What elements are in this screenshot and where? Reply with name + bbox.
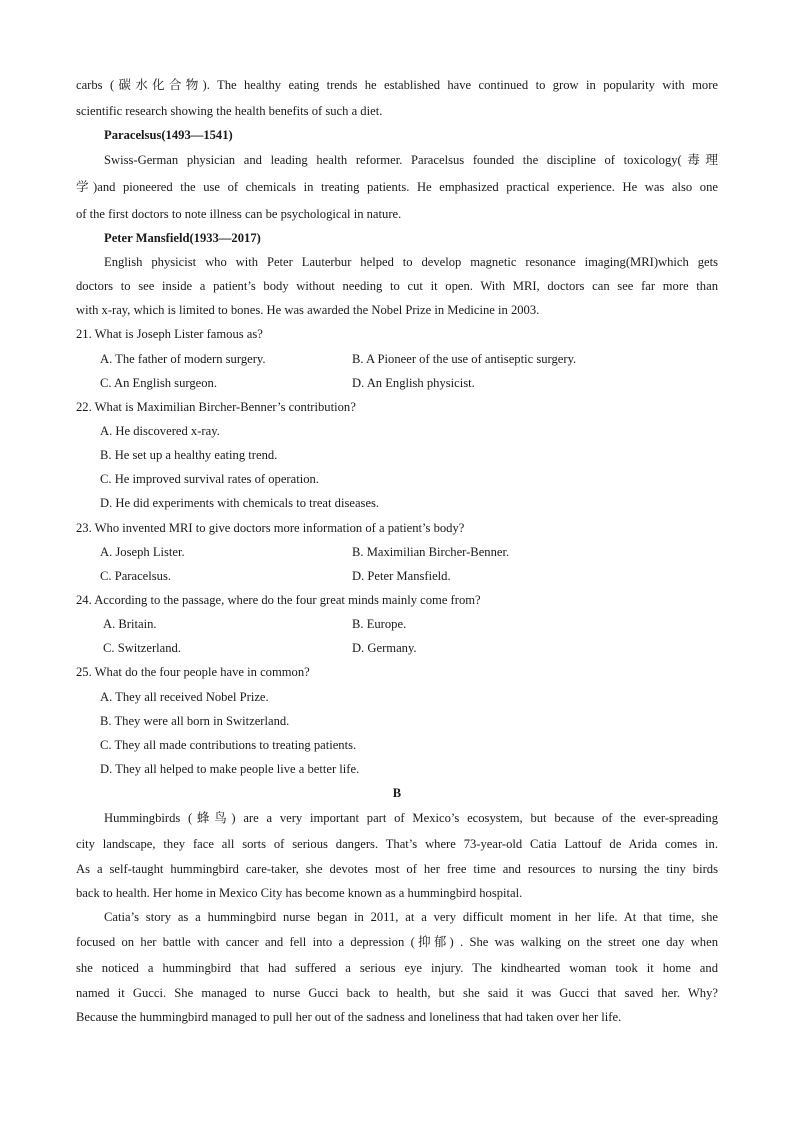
paragraph-line: As a self-taught hummingbird care-taker, she devotes most of her free time and resources to nursing the tiny birds: [76, 862, 718, 876]
paragraph-line: back to health. Her home in Mexico City has become known as a hummingbird hospital.: [76, 886, 523, 900]
question-21: 21. What is Joseph Lister famous as?: [76, 327, 263, 341]
option-24-a: A. Britain.: [103, 617, 157, 631]
section-heading-paracelsus: Paracelsus(1493—1541): [104, 128, 233, 142]
option-22-a: A. He discovered x-ray.: [100, 424, 220, 438]
option-25-a: A. They all received Nobel Prize.: [100, 690, 269, 704]
option-22-d: D. He did experiments with chemicals to treat diseases.: [100, 496, 380, 510]
question-24: 24. According to the passage, where do the four great minds mainly come from?: [76, 593, 481, 607]
paragraph-line: of the first doctors to note illness can be psychological in nature.: [76, 207, 402, 221]
question-23: 23. Who invented MRI to give doctors more information of a patient’s body?: [76, 521, 465, 535]
option-24-d: D. Germany.: [352, 641, 417, 655]
option-22-b: B. He set up a healthy eating trend.: [100, 448, 278, 462]
paragraph-line: city landscape, they face all sorts of serious dangers. That’s where 73-year-old Catia Lattouf de Arida comes in.: [76, 837, 718, 851]
section-heading-mansfield: Peter Mansfield(1933—2017): [104, 231, 261, 245]
option-21-d: D. An English physicist.: [352, 376, 475, 390]
paragraph-line: named it Gucci. She managed to nurse Gucci back to health, but she said it was Gucci that saved her. Why?: [76, 986, 718, 1000]
section-title-b: B: [392, 786, 402, 800]
option-25-d: D. They all helped to make people live a better life.: [100, 762, 360, 776]
paragraph-line: focused on her battle with cancer and fell into a depression (抑郁) . She was walking on the street one day when: [76, 935, 718, 949]
paragraph-line: 学)and pioneered the use of chemicals in treating patients. He emphasized practical experience. He was also one: [76, 180, 718, 194]
paragraph-line: with x-ray, which is limited to bones. He was awarded the Nobel Prize in Medicine in 2003.: [76, 303, 540, 317]
paragraph-line: Hummingbirds (蜂鸟) are a very important part of Mexico’s ecosystem, but because of the ever-spreading: [104, 811, 718, 825]
paragraph-line: doctors to see inside a patient’s body without needing to cut it open. With MRI, doctors can see far more than: [76, 279, 718, 293]
paragraph-line: Swiss-German physician and leading health reformer. Paracelsus founded the discipline of toxicology(毒理: [104, 153, 718, 167]
option-24-c: C. Switzerland.: [103, 641, 181, 655]
option-22-c: C. He improved survival rates of operation.: [100, 472, 319, 486]
paragraph-line: carbs (碳水化合物). The healthy eating trends he established have continued to grow in popularity with more: [76, 78, 718, 92]
paragraph-line: English physicist who with Peter Lauterbur helped to develop magnetic resonance imaging(MRI)which gets: [104, 255, 718, 269]
option-23-c: C. Paracelsus.: [100, 569, 171, 583]
question-22: 22. What is Maximilian Bircher-Benner’s contribution?: [76, 400, 356, 414]
paragraph-line: Because the hummingbird managed to pull her out of the sadness and loneliness that had taken over her life.: [76, 1010, 622, 1024]
question-25: 25. What do the four people have in common?: [76, 665, 310, 679]
paragraph-line: scientific research showing the health benefits of such a diet.: [76, 104, 383, 118]
paragraph-line: Catia’s story as a hummingbird nurse began in 2011, at a very difficult moment in her life. At that time, she: [104, 910, 718, 924]
option-21-c: C. An English surgeon.: [100, 376, 217, 390]
option-25-c: C. They all made contributions to treating patients.: [100, 738, 357, 752]
paragraph-line: she noticed a hummingbird that had suffered a serious eye injury. The kindhearted woman took it home and: [76, 961, 718, 975]
option-23-a: A. Joseph Lister.: [100, 545, 185, 559]
option-23-b: B. Maximilian Bircher-Benner.: [352, 545, 510, 559]
option-21-a: A. The father of modern surgery.: [100, 352, 266, 366]
option-25-b: B. They were all born in Switzerland.: [100, 714, 290, 728]
option-21-b: B. A Pioneer of the use of antiseptic surgery.: [352, 352, 577, 366]
option-23-d: D. Peter Mansfield.: [352, 569, 451, 583]
option-24-b: B. Europe.: [352, 617, 407, 631]
